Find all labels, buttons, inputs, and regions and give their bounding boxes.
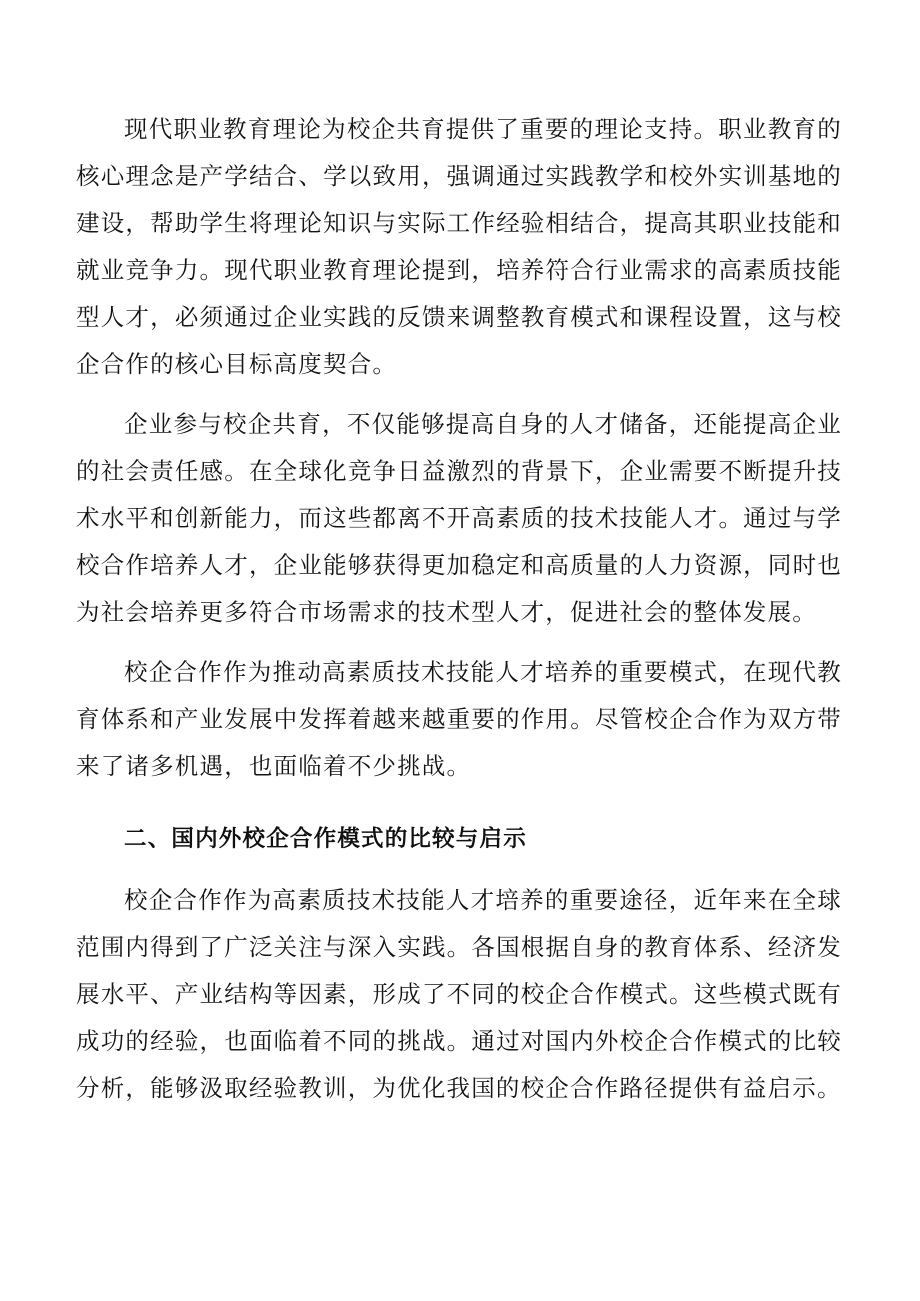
section-heading: 二、国内外校企合作模式的比较与启示 [124, 826, 527, 852]
paragraph-comparison-intro: 校企合作作为高素质技术技能人才培养的重要途径，近年来在全球范围内得到了广泛关注与深入实践。各国根据自身的教育体系、经济发展水平、产业结构等因素，形成了不同的校企合作模式。这些模式既有成功的经验，也面临着不同的挑战。通过对国内外校企合作模式的比较分析，能够汲取经验教训，为优化我国的校企合作路径提供有益启示。 [76, 886, 842, 1102]
document-body [76, 106, 842, 1112]
paragraph-enterprise-participation: 企业参与校企共育，不仅能够提高自身的人才储备，还能提高企业的社会责任感。在全球化竞争日益激烈的背景下，企业需要不断提升技术水平和创新能力，而这些都离不开高素质的技术技能人才。通过与学校合作培养人才，企业能够获得更加稳定和高质量的人力资源，同时也为社会培养更多符合市场需求的技术型人才，促进社会的整体发展。 [76, 410, 842, 626]
paragraph-cooperation-challenges: 校企合作作为推动高素质技术技能人才培养的重要模式，在现代教育体系和产业发展中发挥着越来越重要的作用。尽管校企合作为双方带来了诸多机遇，也面临着不少挑战。 [76, 658, 842, 780]
paragraph-vocational-theory: 现代职业教育理论为校企共育提供了重要的理论支持。职业教育的核心理念是产学结合、学以致用，强调通过实践教学和校外实训基地的建设，帮助学生将理论知识与实际工作经验相结合，提高其职业技能和就业竞争力。现代职业教育理论提到，培养符合行业需求的高素质技能型人才，必须通过企业实践的反馈来调整教育模式和课程设置，这与校企合作的核心目标高度契合。 [76, 115, 842, 378]
